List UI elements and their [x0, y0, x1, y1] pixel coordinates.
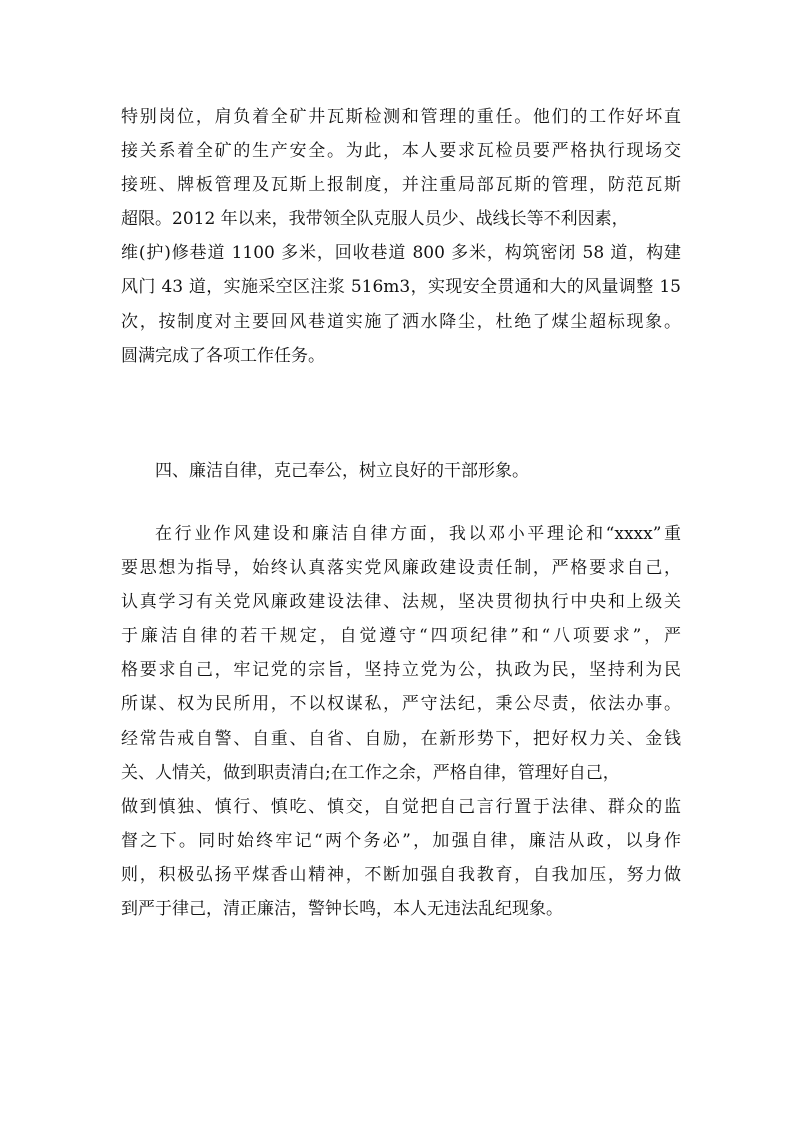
- text-line: 超限。2012 年以来，我带领全队克服人员少、战线长等不利因素，: [121, 209, 629, 230]
- paragraph-integrity: [121, 517, 681, 926]
- text-line: 在行业作风建设和廉洁自律方面，我以邓小平理论和“xxxx”重: [155, 524, 681, 544]
- text-line: 次，按制度对主要回风巷道实施了洒水降尘，杜绝了煤尘超标现象。: [121, 311, 681, 332]
- text-line: 所谋、权为民所用，不以权谋私，严守法纪，秉公尽责，依法办事。: [121, 694, 681, 715]
- text-line: 经常告戒自警、自重、自省、自励，在新形势下，把好权力关、金钱: [121, 728, 681, 749]
- text-line: 督之下。同时始终牢记“两个务必”，加强自律，廉洁从政，以身作: [121, 830, 681, 851]
- text-line: 接班、牌板管理及瓦斯上报制度，并注重局部瓦斯的管理，防范瓦斯: [121, 175, 681, 196]
- text-line: 则，积极弘扬平煤香山精神，不断加强自我教育，自我加压，努力做: [121, 864, 681, 885]
- text-line: 圆满完成了各项工作任务。: [121, 345, 325, 366]
- text-line: 关、人情关，做到职责清白;在工作之余，严格自律，管理好自己，: [121, 762, 620, 783]
- text-line: 接关系着全矿的生产安全。为此，本人要求瓦检员要严格执行现场交: [121, 141, 681, 162]
- text-line: 到严于律己，清正廉洁，警钟长鸣，本人无违法乱纪现象。: [121, 899, 563, 920]
- section-heading-text: 四、廉洁自律，克己奉公，树立良好的干部形象。: [155, 461, 529, 481]
- text-line: 特别岗位，肩负着全矿井瓦斯检测和管理的重任。他们的工作好坏直: [121, 107, 681, 127]
- text-line: 风门 43 道，实施采空区注浆 516m3，实现安全贯通和大的风量调整 15: [121, 277, 681, 298]
- section-heading-4: [121, 454, 681, 488]
- text-line: 做到慎独、慎行、慎吃、慎交，自觉把自己言行置于法律、群众的监: [121, 796, 681, 817]
- text-line: 认真学习有关党风廉政建设法律、法规，坚决贯彻执行中央和上级关: [121, 592, 681, 613]
- text-line: 要思想为指导，始终认真落实党风廉政建设责任制，严格要求自己，: [121, 558, 681, 579]
- text-line: 格要求自己，牢记党的宗旨，坚持立党为公，执政为民，坚持利为民: [121, 660, 681, 681]
- text-line: 于廉洁自律的若干规定，自觉遵守“四项纪律”和“八项要求”，严: [121, 626, 681, 647]
- paragraph-gas-safety: [121, 100, 681, 373]
- text-line: 维(护)修巷道 1100 多米，回收巷道 800 多米，构筑密闭 58 道，构建: [121, 243, 681, 264]
